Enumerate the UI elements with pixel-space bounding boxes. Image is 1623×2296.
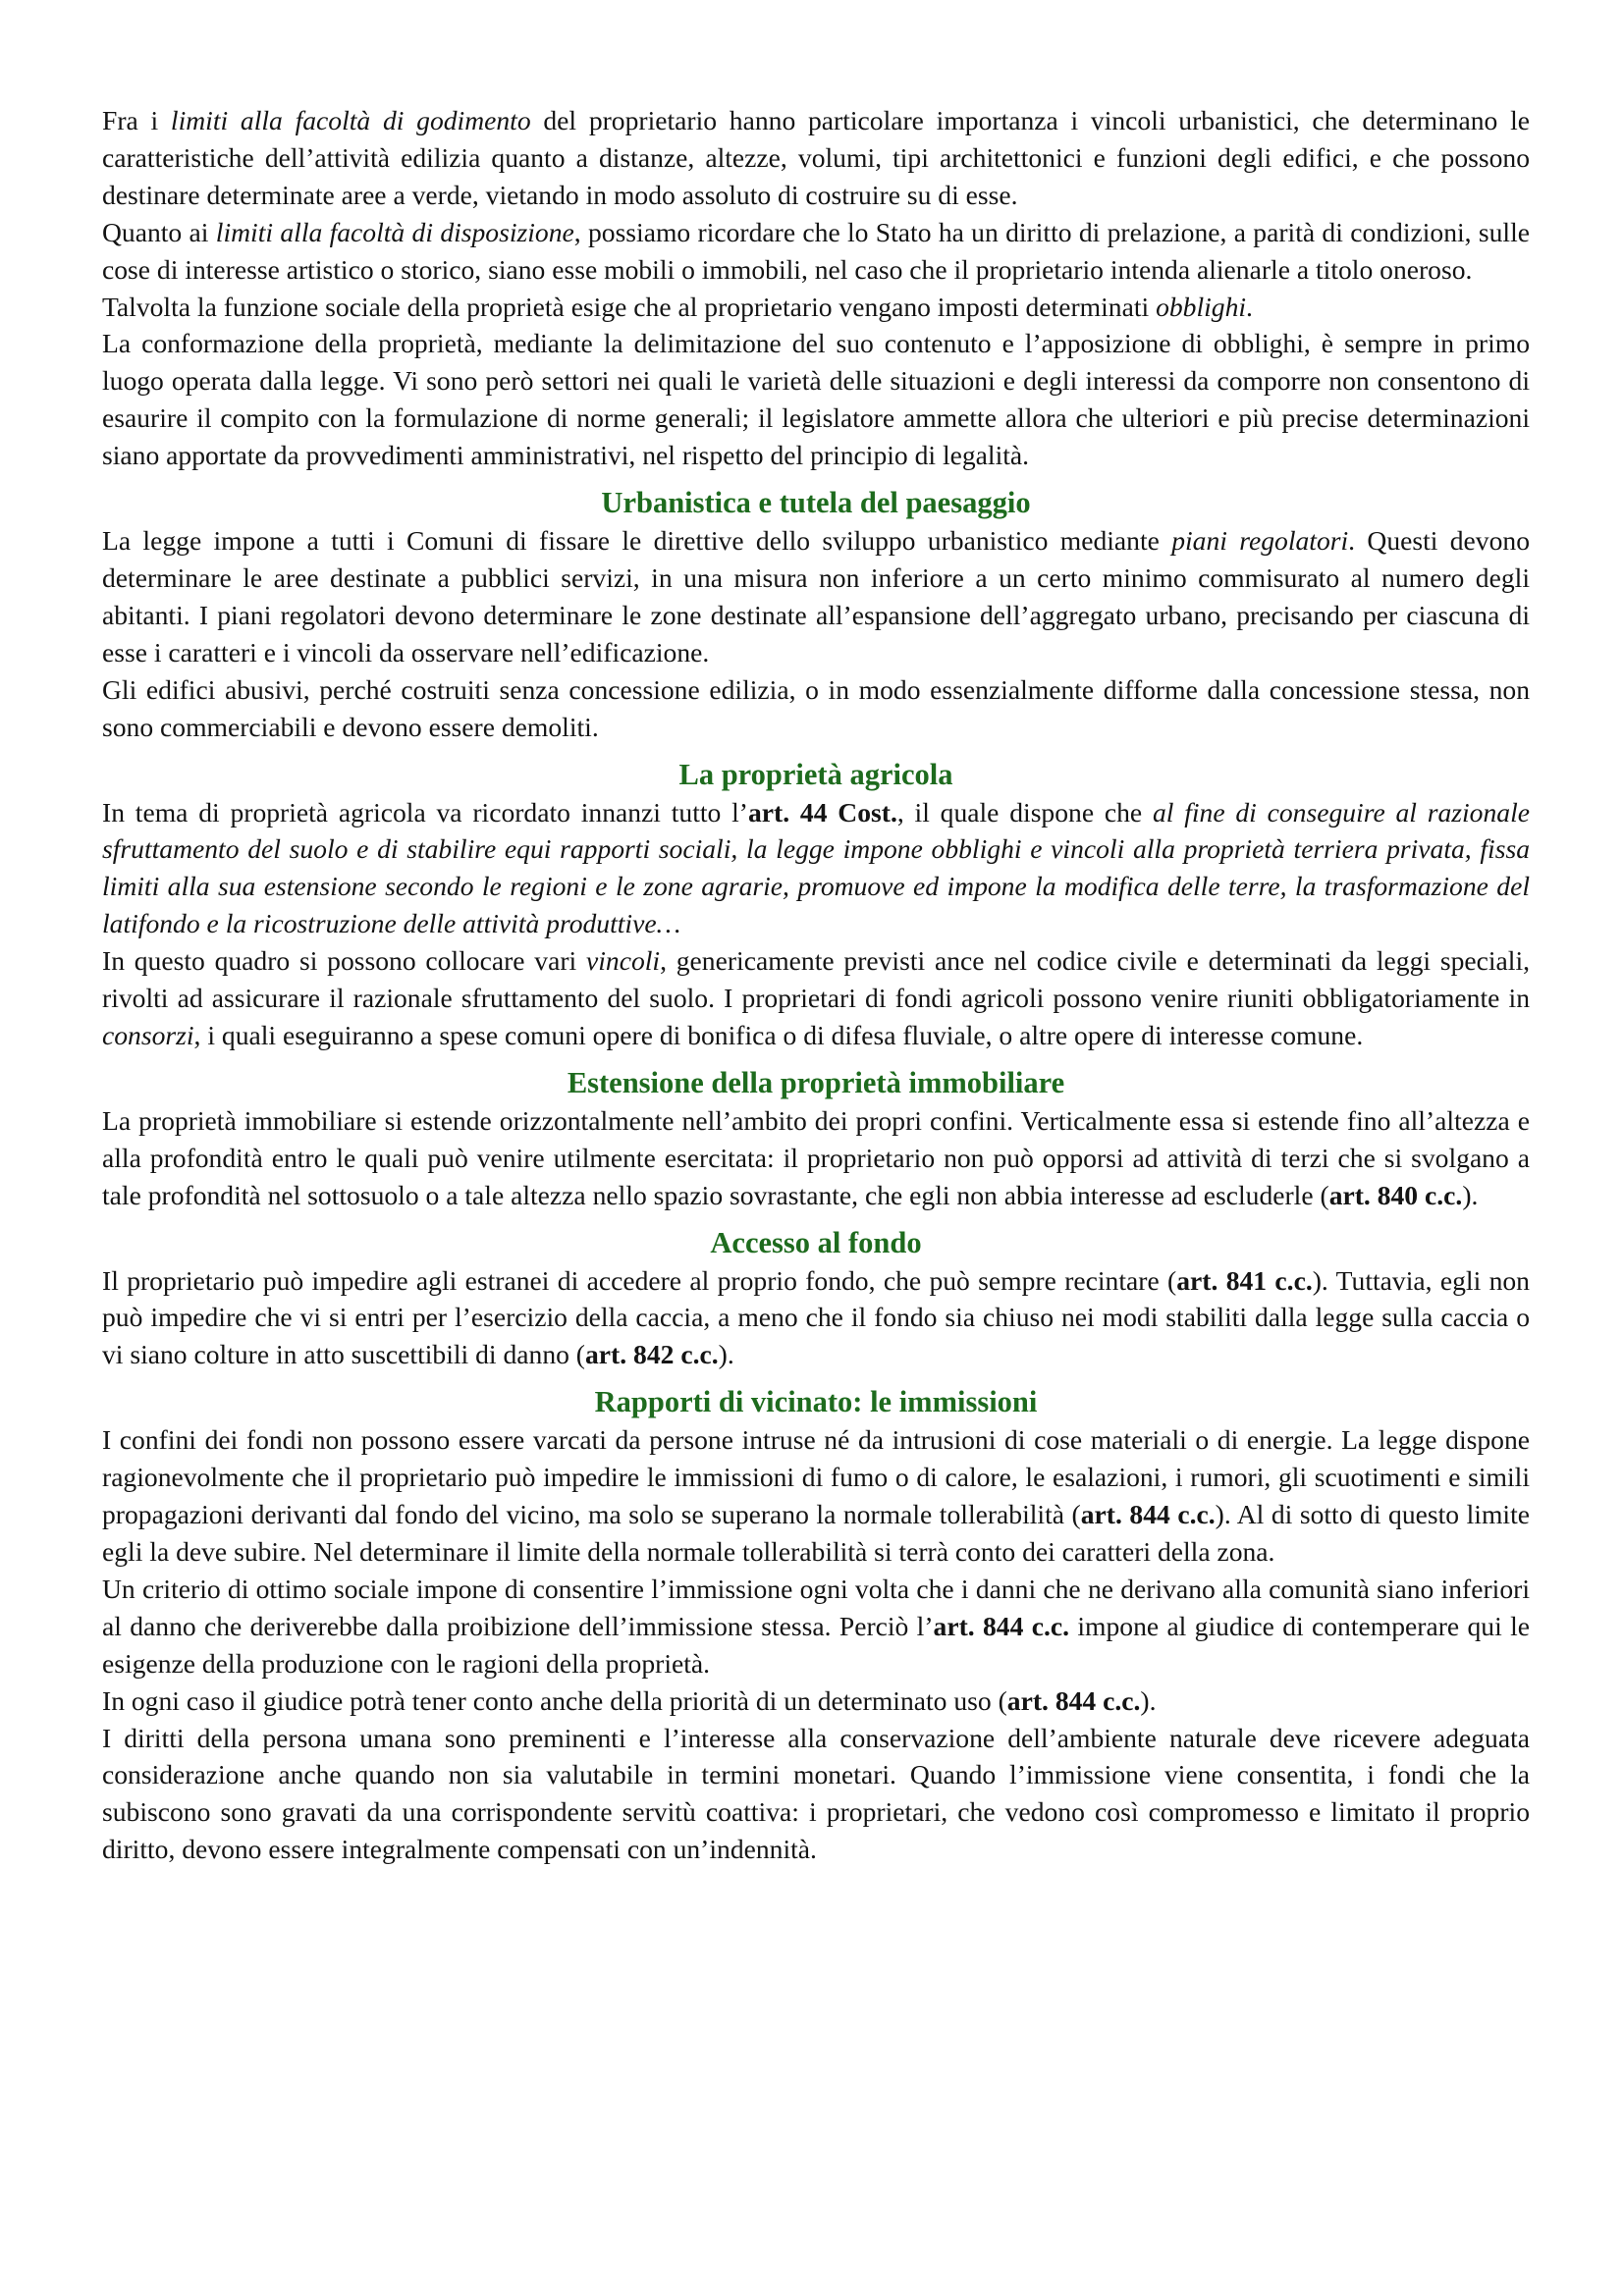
paragraph — [102, 794, 1530, 943]
text-run: ). — [1140, 1684, 1157, 1716]
text-run: ). — [718, 1339, 734, 1370]
text-run: I confini dei fondi non possono essere varcati da persone intruse né da intrusioni di cose materiali o di energie. La legge dispone ragionevolmente che il proprietario può impedire le immissioni di fumo o di calore, le esalazioni, i rumori, gli scuotimenti e simili propagazioni derivanti dal fondo del vicino, ma solo se superano la normale tollerabilità ( — [102, 1424, 1530, 1530]
text-run: Fra i — [102, 105, 171, 135]
section-heading: Rapporti di vicinato: le immissioni — [594, 1385, 1038, 1419]
legal-reference: art. 844 c.c. — [1006, 1684, 1141, 1716]
paragraph — [102, 671, 1530, 746]
text-run: ). Tuttavia, egli non può impedire che vi si entri per l’esercizio della caccia, a meno che il fondo sia chiuso nei modi stabiliti dalla legge sulla caccia o vi siano colture in atto suscettibili di danno ( — [102, 1264, 1530, 1370]
text-run: , genericamente previsti ance nel codice civile e determinati da leggi speciali, rivolti ad assicurare il razionale sfruttamento del suolo. I proprietari di fondi agricoli possono venire riuniti obbligatoriamente in — [102, 945, 1531, 1014]
section-heading: Accesso al fondo — [710, 1225, 922, 1259]
paragraph — [102, 214, 1530, 289]
text-run: impone al giudice di contemperare qui le esigenze della produzione con le ragioni della proprietà. — [102, 1610, 1530, 1679]
text-run: , i quali eseguiranno a spese comuni opere di bonifica o di difesa fluviale, o altre opere di interesse comune. — [193, 1019, 1364, 1050]
text-run: Gli edifici abusivi, perché costruiti senza concessione edilizia, o in modo essenzialmente difforme dalla concessione stessa, non sono commerciabili e devono essere demoliti. — [102, 673, 1530, 742]
italic-text: obblighi — [1156, 291, 1247, 322]
italic-text: vincoli — [585, 945, 661, 977]
text-run: La conformazione della proprietà, mediante la delimitazione del suo contenuto e l’apposizione di obblighi, è sempre in primo luogo operata dalla legge. Vi sono però settori nei quali le varietà delle situazioni e degli interessi da comporre non consentono di esaurire il compito con la formulazione di norme generali; il legislatore ammette allora che ulteriori e più precise determinazioni siano apportate da provvedimenti amministrativi, nel rispetto del principio di legalità. — [102, 328, 1530, 471]
text-run: I diritti della persona umana sono preminenti e l’interesse alla conservazione dell’ambiente naturale deve ricevere adeguata considerazione anche quando non sia valutabile in termini monetari. Quando l’immissione viene consentita, i fondi che la subiscono sono gravati da una corrispondente servitù coattiva: i proprietari, che vedono così compromesso e limitato il proprio diritto, devono essere integralmente compensati con un’indennità. — [102, 1722, 1530, 1865]
legal-reference: art. 840 c.c. — [1328, 1179, 1463, 1210]
italic-text: limiti alla facoltà di godimento — [170, 105, 531, 135]
italic-text: al fine di conseguire al razionale sfruttamento del suolo e di stabilire equi rapporti sociali, la legge impone obblighi e vincoli alla proprietà terriera privata, fissa limiti alla sua estensione secondo le regioni e le zone agrarie, promuove ed impone la modifica delle terre, la trasformazione del latifondo e la ricostruzione delle attività produttive… — [102, 796, 1530, 939]
legal-reference: art. 844 c.c. — [933, 1610, 1070, 1641]
paragraph — [102, 942, 1530, 1054]
italic-text: consorzi — [102, 1019, 194, 1050]
paragraph — [102, 289, 1530, 326]
paragraph — [102, 1262, 1530, 1374]
text-run: Talvolta la funzione sociale della proprietà esige che al proprietario vengano imposti determinati — [102, 291, 1157, 322]
legal-reference: art. 44 Cost. — [747, 796, 897, 828]
paragraph — [102, 1102, 1530, 1214]
text-run: Il proprietario può impedire agli estranei di accedere al proprio fondo, che può sempre recintare ( — [102, 1264, 1177, 1296]
section-heading: Estensione della proprietà immobiliare — [567, 1065, 1065, 1099]
text-run: . Questi devono determinare le aree destinate a pubblici servizi, in una misura non inferiore a un certo minimo commisurato al numero degli abitanti. I piani regolatori devono determinare le zone destinate all’espansione dell’aggregato urbano, precisando per ciascuna di esse i caratteri e i vincoli da osservare nell’edificazione. — [102, 525, 1530, 667]
text-run: La proprietà immobiliare si estende orizzontalmente nell’ambito dei propri confini. Verticalmente essa si estende fino all’altezza e alla profondità entro le quali può venire utilmente esercitata: il proprietario non può opporsi ad attività di terzi che si svolgano a tale profondità nel sottosuolo o a tale altezza nello spazio sovrastante, che egli non abbia interesse ad escluderle ( — [102, 1104, 1530, 1210]
section-heading: La proprietà agricola — [678, 757, 953, 791]
italic-text: limiti alla facoltà di disposizione — [215, 216, 574, 247]
paragraph — [102, 1720, 1530, 1869]
paragraph — [102, 1421, 1530, 1571]
paragraph — [102, 522, 1530, 671]
text-run: . — [1246, 291, 1253, 322]
text-run: La legge impone a tutti i Comuni di fissare le direttive dello sviluppo urbanistico mediante — [102, 525, 1172, 557]
legal-reference: art. 844 c.c. — [1080, 1499, 1216, 1530]
text-run: In ogni caso il giudice potrà tener conto anche della priorità di un determinato uso ( — [102, 1684, 1007, 1716]
text-run: ). — [1462, 1179, 1479, 1210]
text-run: del proprietario hanno particolare importanza i vincoli urbanistici, che determinano le caratteristiche dell’attività edilizia quanto a distanze, altezze, volumi, tipi architettonici e funzioni degli edifici, e che possono destinare determinate aree a verde, vietando in modo assoluto di costruire su di esse. — [102, 105, 1530, 210]
paragraph — [102, 1682, 1530, 1720]
legal-reference: art. 842 c.c. — [585, 1339, 719, 1370]
paragraph — [102, 325, 1530, 474]
text-run: , possiamo ricordare che lo Stato ha un diritto di prelazione, a parità di condizioni, sulle cose di interesse artistico o storico, siano esse mobili o immobili, nel caso che il proprietario intenda alienarle a titolo oneroso. — [102, 216, 1530, 285]
text-run: In questo quadro si possono collocare vari — [102, 945, 586, 977]
section-heading: Urbanistica e tutela del paesaggio — [601, 486, 1031, 520]
paragraph — [102, 1571, 1530, 1682]
italic-text: piani regolatori — [1171, 525, 1349, 557]
legal-reference: art. 841 c.c. — [1176, 1264, 1313, 1296]
text-run: Un criterio di ottimo sociale impone di consentire l’immissione ogni volta che i danni che ne derivano alla comunità siano inferiori al danno che deriverebbe dalla proibizione dell’immissione stessa. Perciò l’ — [102, 1573, 1530, 1641]
text-run: ). Al di sotto di questo limite egli la deve subire. Nel determinare il limite della normale tollerabilità si terrà conto dei caratteri della zona. — [102, 1499, 1530, 1567]
text-run: In tema di proprietà agricola va ricordato innanzi tutto l’ — [102, 796, 748, 828]
document-page — [102, 102, 1530, 1868]
text-run: , il quale dispone che — [896, 796, 1153, 828]
paragraph — [102, 102, 1530, 214]
text-run: Quanto ai — [102, 216, 216, 247]
